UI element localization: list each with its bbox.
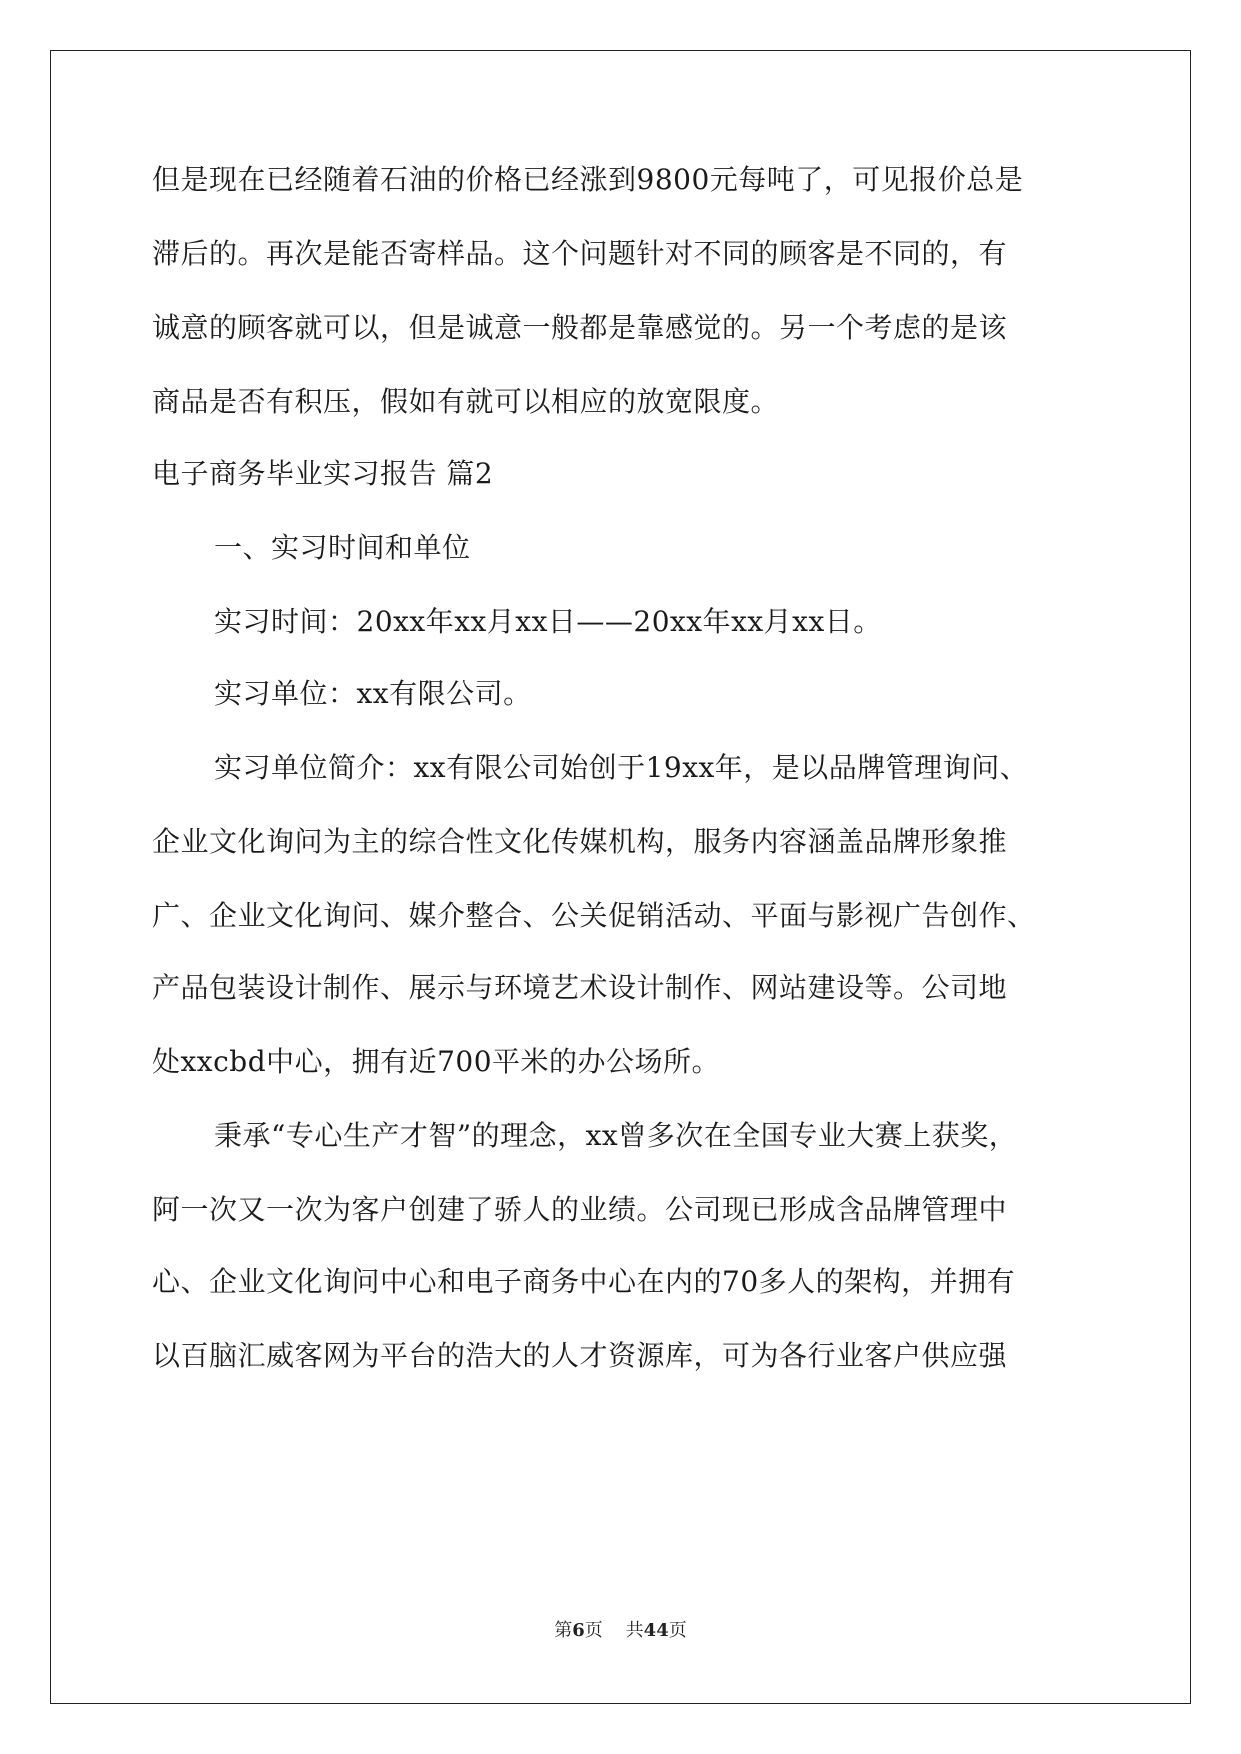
text-line: 秉承“专心生产才智”的理念，xx曾多次在全国专业大赛上获奖，: [214, 1119, 1018, 1152]
text-line: 实习单位简介：xx有限公司始创于19xx年，是以品牌管理询问、: [214, 751, 1029, 784]
page-border: [50, 50, 1191, 1704]
page-footer: [0, 1616, 1241, 1642]
page-prefix: 第: [554, 1620, 573, 1641]
page-number: 6: [572, 1620, 585, 1641]
total-suffix: 页: [668, 1620, 687, 1641]
total-pages: 44: [643, 1620, 669, 1641]
text-line: 滞后的。再次是能否寄样品。这个问题针对不同的顾客是不同的，有: [152, 237, 1008, 270]
text-line: 以百脑汇威客网为平台的浩大的人才资源库，可为各行业客户供应强: [152, 1339, 1008, 1372]
text-line: 但是现在已经随着石油的价格已经涨到9800元每吨了，可见报价总是: [152, 163, 1024, 196]
text-line: 企业文化询问为主的综合性文化传媒机构，服务内容涵盖品牌形象推: [152, 825, 1008, 858]
subheading: 一、实习时间和单位: [214, 531, 471, 564]
text-line: 商品是否有积压，假如有就可以相应的放宽限度。: [152, 385, 780, 418]
text-line: 实习单位：xx有限公司。: [214, 677, 532, 710]
text-line: 心、企业文化询问中心和电子商务中心在内的70多人的架构，并拥有: [152, 1265, 1016, 1298]
text-line: 广、企业文化询问、媒介整合、公关促销活动、平面与影视广告创作、: [152, 899, 1036, 932]
text-line: 产品包装设计制作、展示与环境艺术设计制作、网站建设等。公司地: [152, 971, 1008, 1004]
text-line: 实习时间：20xx年xx月xx日——20xx年xx月xx日。: [214, 605, 882, 638]
text-line: 阿一次又一次为客户创建了骄人的业绩。公司现已形成含品牌管理中: [152, 1193, 1008, 1226]
text-line: 处xxcbd中心，拥有近700平米的办公场所。: [152, 1045, 721, 1078]
total-prefix: 共: [625, 1620, 644, 1641]
section-heading: 电子商务毕业实习报告 篇2: [152, 457, 494, 490]
page-suffix: 页: [584, 1620, 603, 1641]
text-line: 诚意的顾客就可以，但是诚意一般都是靠感觉的。另一个考虑的是该: [152, 311, 1008, 344]
